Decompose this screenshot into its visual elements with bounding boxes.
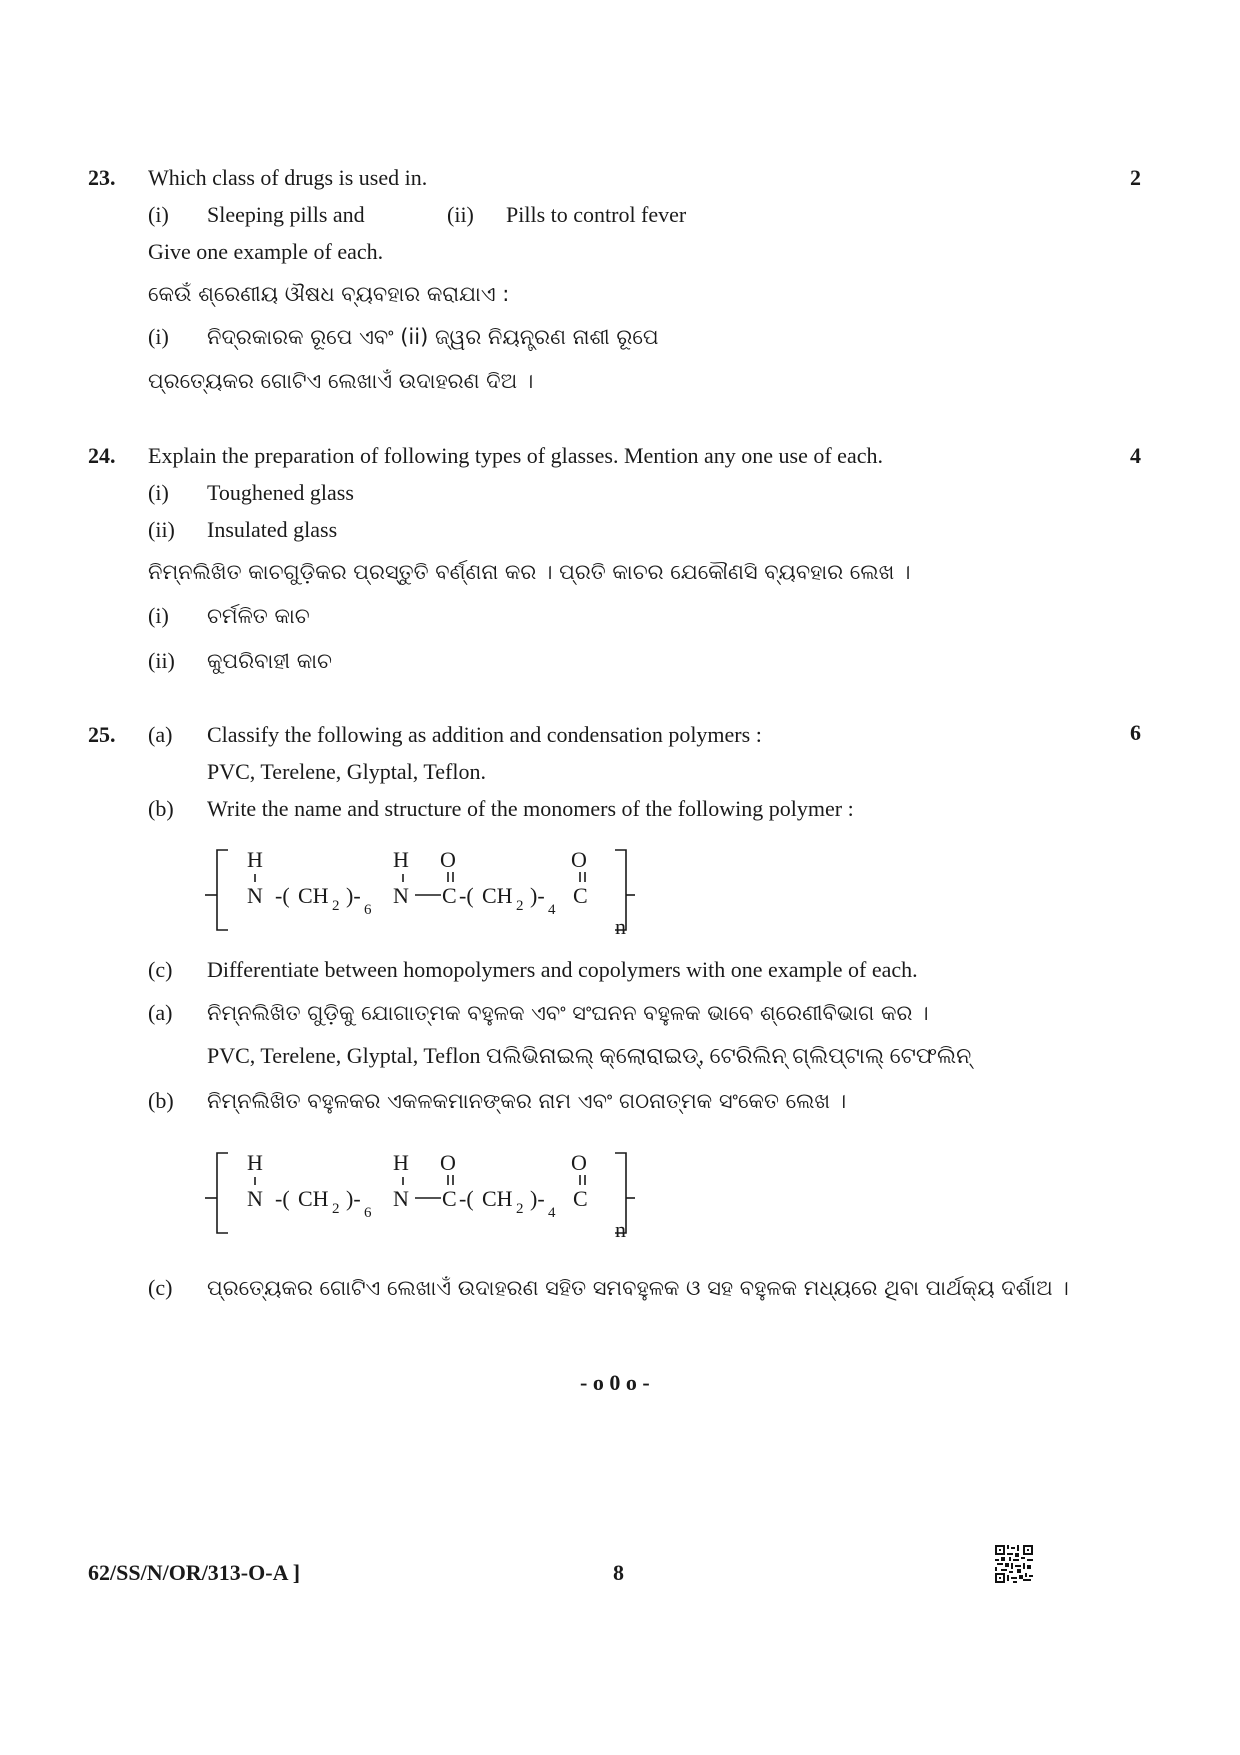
paper-code: 62/SS/N/OR/313-O-A ] — [88, 1560, 301, 1585]
sub-label: (b) — [148, 1088, 174, 1113]
polymer-list: PVC, Terelene, Glyptal, Teflon. — [207, 759, 486, 784]
svg-text:-(: -( — [275, 1186, 290, 1211]
item-label: (i) — [148, 603, 169, 628]
atom-o: O — [440, 1150, 456, 1175]
subscript: 4 — [548, 902, 556, 918]
odia-instruction-text: ପ୍ରତ୍ୟେକର ଗୋଟିଏ ଲେଖାଏଁ ଉଦାହରଣ ଦିଅ । — [148, 369, 534, 393]
subscript: 2 — [516, 898, 524, 914]
question-number: 23. — [88, 165, 116, 190]
item-label: (i) — [148, 480, 169, 505]
end-of-paper-mark: - o 0 o - — [580, 1370, 650, 1395]
item-label: (i) — [148, 202, 169, 227]
sub-label: (a) — [148, 1000, 173, 1025]
sub-label: (c) — [148, 957, 173, 982]
page-number: 8 — [613, 1560, 624, 1585]
qr-code-icon — [995, 1545, 1033, 1583]
item-label: (i) — [148, 324, 169, 349]
subscript: 2 — [516, 1201, 524, 1217]
atom-n: N — [393, 883, 409, 908]
atom-c: C — [573, 883, 588, 908]
odia-sub-text: ପ୍ରତ୍ୟେକର ଗୋଟିଏ ଲେଖାଏଁ ଉଦାହରଣ ସହିତ ସମବହୁଳକ ଓ ସହ ବହୁଳକ ମଧ୍ୟରେ ଥିବା ପାର୍ଥକ୍ୟ ଦର୍ଶାଅ । — [207, 1276, 1069, 1300]
marks: 2 — [1130, 165, 1141, 190]
atom-c: C — [442, 883, 457, 908]
sub-label: (b) — [148, 796, 174, 821]
item-text: Insulated glass — [207, 517, 338, 542]
svg-text:)-: )- — [346, 883, 361, 908]
atom-o: O — [571, 847, 587, 872]
subscript: 6 — [364, 1205, 372, 1221]
svg-text:-(: -( — [275, 883, 290, 908]
atom-o: O — [571, 1150, 587, 1175]
odia-items-text: ନିଦ୍ରକାରକ ରୂପେ ଏବଂ (ii) ଜ୍ୱର ନିୟନ୍ତ୍ରଣ ନାଶୀ ରୂପେ — [207, 325, 659, 349]
subscript: 4 — [548, 1205, 556, 1221]
atom-h: H — [247, 847, 263, 872]
item-text: Toughened glass — [207, 480, 354, 505]
sub-label: (c) — [148, 1275, 173, 1300]
polymer-structure-formula — [205, 840, 626, 939]
polymer-structure-formula — [205, 1143, 626, 1242]
odia-question-text: ନିମ୍ନଲିଖିତ କାଚଗୁଡ଼ିକର ପ୍ରସ୍ତୁତି ବର୍ଣ୍ଣନା କର । ପ୍ରତି କାଚର ଯେକୌଣସି ବ୍ୟବହାର ଲେଖ । — [148, 560, 911, 584]
question-text: Which class of drugs is used in. — [148, 165, 428, 190]
atom-c: C — [573, 1186, 588, 1211]
atom-n: N — [393, 1186, 409, 1211]
odia-item-text: କୁପରିବାହୀ କାଚ — [207, 649, 332, 673]
atom-h: H — [247, 1150, 263, 1175]
item-label: (ii) — [447, 202, 474, 227]
svg-text:)-: )- — [530, 1186, 545, 1211]
atom-n: N — [247, 1186, 263, 1211]
svg-text:)-: )- — [346, 1186, 361, 1211]
subscript: 2 — [332, 1201, 340, 1217]
atom-c: C — [442, 1186, 457, 1211]
item-label: (ii) — [148, 648, 175, 673]
atom-h: H — [393, 847, 409, 872]
sub-label: (a) — [148, 722, 173, 747]
ch2-group: CH — [482, 883, 513, 908]
subscript: 6 — [364, 902, 372, 918]
svg-text:)-: )- — [530, 883, 545, 908]
subscript: 2 — [332, 898, 340, 914]
odia-sub-text: ନିମ୍ନଲିଖିତ ଗୁଡ଼ିକୁ ଯୋଗାତ୍ମକ ବହୁଳକ ଏବଂ ସଂଘନନ ବହୁଳକ ଭାବେ ଶ୍ରେଣୀବିଭାଗ କର । — [207, 1001, 929, 1025]
item-text: Sleeping pills and — [207, 202, 365, 227]
sub-text: Write the name and structure of the monomers of the following polymer : — [207, 796, 854, 821]
item-text: Pills to control fever — [506, 202, 687, 227]
instruction-text: Give one example of each. — [148, 239, 384, 264]
marks: 6 — [1130, 720, 1141, 745]
svg-text:-(: -( — [459, 883, 474, 908]
atom-h: H — [393, 1150, 409, 1175]
question-number: 24. — [88, 443, 116, 468]
atom-o: O — [440, 847, 456, 872]
atom-n: N — [247, 883, 263, 908]
question-text: Explain the preparation of following types of glasses. Mention any one use of each. — [148, 443, 883, 468]
polymer-list: PVC, Terelene, Glyptal, Teflon ପଲିଭିନାଇଲ୍ କ୍ଲୋରାଇଡ୍, ଟେରିଲିନ୍ ଗ୍ଲିପ୍‌ଟାଲ୍ ଟେଫଲିନ୍ — [207, 1043, 972, 1068]
svg-text:-(: -( — [459, 1186, 474, 1211]
repeat-subscript: n — [615, 1217, 626, 1242]
ch2-group: CH — [298, 883, 329, 908]
ch2-group: CH — [298, 1186, 329, 1211]
odia-sub-text: ନିମ୍ନଲିଖିତ ବହୁଳକର ଏକଳକମାନଙ୍କର ନାମ ଏବଂ ଗଠନାତ୍ମକ ସଂକେତ ଲେଖ । — [207, 1089, 847, 1113]
sub-text: Differentiate between homopolymers and copolymers with one example of each. — [207, 957, 918, 982]
item-label: (ii) — [148, 517, 175, 542]
ch2-group: CH — [482, 1186, 513, 1211]
question-number: 25. — [88, 722, 116, 747]
repeat-subscript: n — [615, 914, 626, 939]
odia-item-text: ଚର୍ମଳିତ କାଚ — [207, 604, 310, 628]
sub-text: Classify the following as addition and condensation polymers : — [207, 722, 762, 747]
marks: 4 — [1130, 443, 1141, 468]
odia-question-text: କେଉଁ ଶ୍ରେଣୀୟ ଔଷଧ ବ୍ୟବହାର କରାଯାଏ : — [148, 282, 510, 306]
